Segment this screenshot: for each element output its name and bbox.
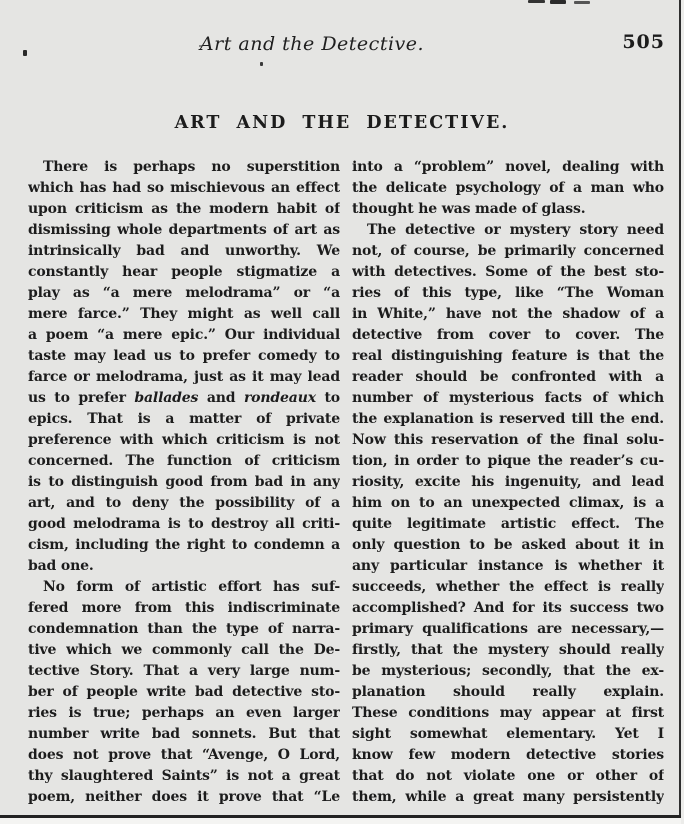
text-line: number write bad sonnets. But that (28, 726, 340, 742)
text-line: tive which we commonly call the De- (28, 642, 340, 658)
text-line: preference with which criticism is not (28, 432, 340, 448)
text-column-right (352, 157, 664, 808)
text-line: upon criticism as the modern habit of (28, 201, 340, 217)
text-line: thy slaughtered Saints” is not a great (28, 768, 340, 784)
page-edge-right-line (679, 0, 681, 818)
scan-artifact-top-dash (574, 1, 590, 4)
text-line: mere farce.” They might as well call (28, 306, 340, 322)
text-line: a poem “a mere epic.” Our individual (28, 327, 340, 343)
text-line: the delicate psychology of a man who (352, 180, 664, 196)
text-line: number of mysterious facts of which (352, 390, 664, 406)
text-line: planation should really explain. (352, 684, 664, 700)
text-line: which has had so mischievous an effect (28, 180, 340, 196)
text-line: in White,” have not the shadow of a (352, 306, 664, 322)
text-line: thought he was made of glass. (352, 201, 586, 217)
text-line: is to distinguish good from bad in any (28, 474, 340, 490)
text-line: reader should be confronted with a (352, 369, 664, 385)
scan-artifact-speck (260, 62, 263, 66)
text-line: dismissing whole departments of art as (28, 222, 340, 238)
text-column-left (28, 157, 340, 808)
text-line: that do not violate one or other of (352, 768, 664, 784)
text-line: firstly, that the mystery should really (352, 642, 664, 658)
text-line: intrinsically bad and unworthy. We (28, 243, 340, 259)
text-line: farce or melodrama, just as it may lead (28, 369, 340, 385)
text-line: Now this reservation of the final solu- (352, 432, 664, 448)
text-line: accomplished? And for its success two (352, 600, 664, 616)
text-line: into a “problem” novel, dealing with (352, 159, 664, 175)
text-line: taste may lead us to prefer comedy to (28, 348, 340, 364)
text-line: condemnation than the type of narra- (28, 621, 340, 637)
text-line: with detectives. Some of the best sto- (352, 264, 664, 280)
text-line: primary qualifications are necessary,— (352, 621, 664, 637)
article-title: ART AND THE DETECTIVE. (174, 113, 510, 133)
text-line: him on to an unexpected climax, is a (352, 495, 664, 511)
text-line: good melodrama is to destroy all criti- (28, 516, 340, 532)
text-line: ries of this type, like “The Woman (352, 285, 664, 301)
text-line: sight somewhat elementary. Yet I (352, 726, 664, 742)
text-line: not, of course, be primarily concerned (352, 243, 664, 259)
text-line: tion, in order to pique the reader’s cu- (352, 453, 664, 469)
text-line: The detective or mystery story need (367, 222, 664, 238)
running-title: Art and the Detective. (199, 33, 425, 55)
text-line: us to prefer ballades and rondeaux to (28, 390, 340, 406)
scan-artifact-top-dash (550, 0, 566, 4)
text-line: any particular instance is whether it (352, 558, 664, 574)
text-line: tective Story. That a very large num- (28, 663, 340, 679)
text-line: fered more from this indiscriminate (28, 600, 340, 616)
page-number: 505 (622, 31, 665, 53)
text-line: ries is true; perhaps an even larger (28, 705, 340, 721)
text-line: bad one. (28, 558, 94, 574)
text-line: poem, neither does it prove that “Le (28, 789, 340, 805)
text-line: cism, including the right to condemn a (28, 537, 340, 553)
page-header (0, 33, 684, 59)
text-line: These conditions may appear at first (352, 705, 664, 721)
text-line: riosity, excite his ingenuity, and lead (352, 474, 664, 490)
page-edge-bottom-strip (0, 818, 681, 824)
text-line: real distinguishing feature is that the (352, 348, 664, 364)
text-line: There is perhaps no superstition (43, 159, 340, 175)
text-line: know few modern detective stories (352, 747, 664, 763)
text-line: detective from cover to cover. The (352, 327, 664, 343)
text-line: play as “a mere melodrama” or “a (28, 285, 340, 301)
text-line: concerned. The function of criticism (28, 453, 340, 469)
text-line: epics. That is a matter of private (28, 411, 340, 427)
text-line: No form of artistic effort has suf- (43, 579, 340, 595)
text-line: only question to be asked about it in (352, 537, 664, 553)
scan-artifact-top-dash (528, 0, 545, 3)
text-line: the explanation is reserved till the end. (352, 411, 664, 427)
text-line: be mysterious; secondly, that the ex- (352, 663, 664, 679)
text-line: does not prove that “Avenge, O Lord, (28, 747, 340, 763)
text-line: them, while a great many persistently (352, 789, 664, 805)
text-line: quite legitimate artistic effect. The (352, 516, 664, 532)
text-line: constantly hear people stigmatize a (28, 264, 340, 280)
text-line: succeeds, whether the effect is really (352, 579, 664, 595)
text-line: ber of people write bad detective sto- (28, 684, 340, 700)
text-line: art, and to deny the possibility of a (28, 495, 340, 511)
